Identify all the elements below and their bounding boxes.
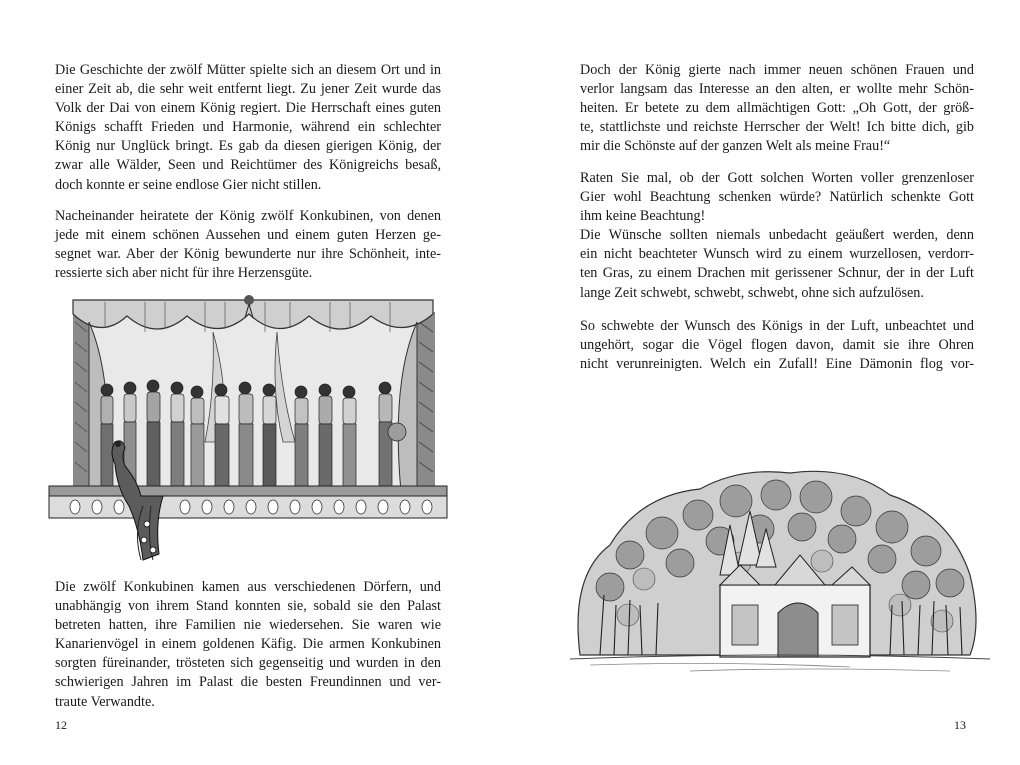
concubines-stage-illustration	[45, 292, 451, 564]
text-line: zwar alle Wälder, Seen und Reichtümer des Königreichs besaß,	[55, 157, 441, 174]
text-line: Volk der Dai von einem König regiert. Die Herrschaft eines guten	[55, 100, 441, 117]
text-line: traute Verwandte.	[55, 693, 155, 710]
text-line: mir die Schönste auf der ganzen Welt als meine Frau!“	[580, 138, 891, 155]
text-line: te, stattlichste und reichste Herrscher der Welt! Ich bitte dich, gib	[580, 119, 974, 136]
forest-palace-gate-illustration	[570, 455, 990, 680]
text-line: Kanarienvögel in einem goldenen Käfig. Die armen Konkubinen	[55, 636, 441, 653]
text-line: jede mit einem schönen Aussehen und einem guten Herzen ge-	[55, 227, 441, 244]
left-paragraph-2	[55, 207, 441, 283]
right-page	[510, 0, 1020, 765]
text-line: Doch der König gierte nach immer neuen schönen Frauen und	[580, 62, 974, 78]
text-line: sorgten füreinander, trösteten sich gegenseitig und wurden in den	[55, 655, 441, 672]
text-line: ihm keine Beachtung!	[580, 208, 706, 225]
text-line: Die Wünsche sollten niemals unbedacht geäußert werden, denn	[580, 227, 974, 244]
page-number-left: 12	[55, 718, 67, 732]
right-paragraph-2	[580, 169, 974, 303]
text-line: So schwebte der Wunsch des Königs in der Luft, unbeachtet und	[580, 318, 974, 334]
text-line: verlor langsam das Interesse an den alten, er wollte mehr Schön-	[580, 81, 974, 98]
text-line: heiten. Er betete zu dem allmächtigen Gott: „Oh Gott, der größ-	[580, 100, 974, 117]
left-paragraph-1	[55, 61, 441, 195]
text-line: nicht verunreinigten. Welch ein Zufall! Eine Dämonin flog vor-	[580, 356, 974, 373]
text-line: lange Zeit schwebt, schwebt, schwebt, ohne sich aufzulösen.	[580, 284, 924, 301]
text-line: ungehört, sogar die Vögel flogen davon, damit sie ihre Ohren	[580, 337, 974, 354]
text-line: ein nicht beachteter Wunsch wird zu einem wurzellosen, verdorr-	[580, 246, 974, 263]
text-line: König nur Unglück bringt. Es gab da diesen gierigen König, der	[55, 138, 441, 155]
text-line: betreten hatten, ihre Familien nie wiedersehen. Sie waren wie	[55, 617, 441, 634]
text-line: Gier wohl Beachtung schenken würde? Natürlich schenkte Gott	[580, 189, 974, 206]
text-line: unabhängig von ihrem Stand konnten sie, sobald sie den Palast	[55, 598, 441, 615]
text-line: Die Geschichte der zwölf Mütter spielte sich an diesem Ort und in	[55, 62, 441, 78]
text-line: doch konnte er seine endlose Gier nicht stillen.	[55, 176, 322, 193]
right-paragraph-3	[580, 317, 974, 374]
text-line: Raten Sie mal, ob der Gott solchen Worten voller grenzenloser	[580, 170, 974, 186]
right-paragraph-1	[580, 61, 974, 156]
page-number-right: 13	[954, 718, 966, 732]
text-line: Die zwölf Konkubinen kamen aus verschiedenen Dörfern, und	[55, 579, 441, 595]
text-line: schwierigen Jahren im Palast die besten Freundinnen und ver-	[55, 674, 441, 691]
text-line: segnet war. Aber der König bewunderte nur ihre Schönheit, inte-	[55, 246, 441, 263]
text-line: Nacheinander heiratete der König zwölf Konkubinen, von denen	[55, 208, 441, 224]
text-line: einer Zeit ab, die sehr weit entfernt liegt. Zu jener Zeit wurde das	[55, 81, 441, 98]
text-line: Königs schafft Frieden und Harmonie, während ein schlechter	[55, 119, 441, 136]
text-line: ten Gras, zu einem Drachen mit gerissener Schnur, der in der Luft	[580, 265, 974, 282]
left-paragraph-3	[55, 578, 441, 712]
text-line: ressierte sich aber nicht für ihre Herzensgüte.	[55, 265, 313, 282]
